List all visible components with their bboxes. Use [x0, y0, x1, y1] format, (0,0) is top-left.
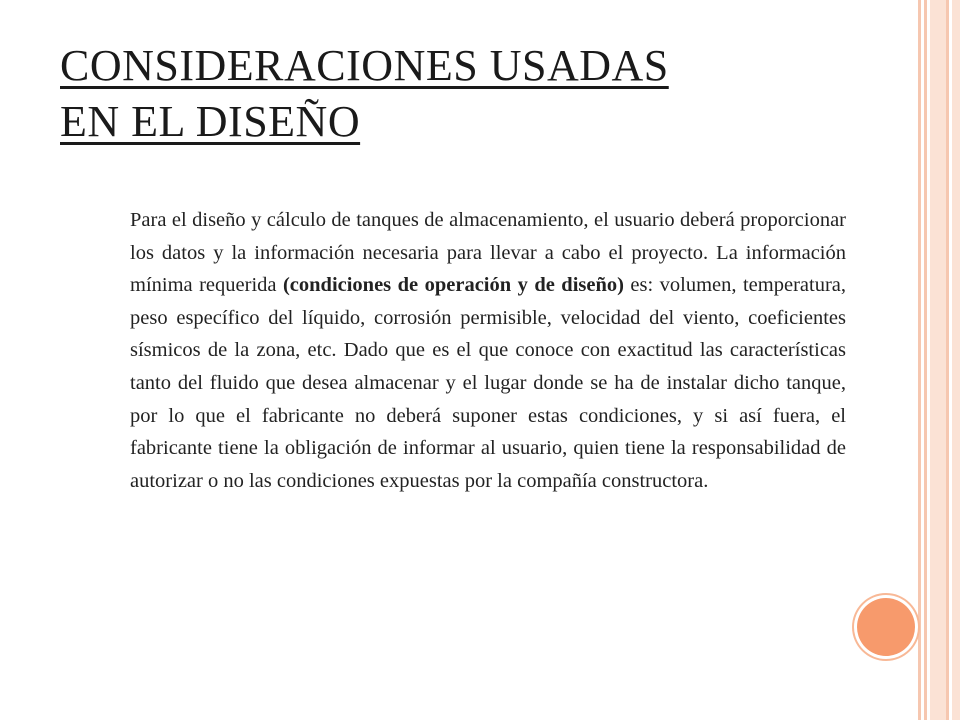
- body-paragraph: [130, 204, 846, 497]
- decorative-stripe: [924, 0, 927, 720]
- decorative-stripe: [918, 0, 921, 720]
- slide-title-line-1: CONSIDERACIONES USADAS: [60, 41, 669, 90]
- paragraph-bold-text: (condiciones de operación y de diseño): [282, 274, 624, 297]
- decorative-stripe: [952, 0, 960, 720]
- decorative-stripe: [946, 0, 949, 720]
- slide-title: [60, 38, 860, 150]
- paragraph-text-end: es: volumen, temperatura, peso específico del líquido, corrosión permisible, velocidad del viento, coeficientes sísmicos de la zona, etc. Dado que es el que conoce con exactitud las características tanto del fluido que desea almacenar y el lugar donde se ha de instalar dicho tanque, por lo que el fabricante no deberá suponer estas condiciones, y si así fuera, el fabricante tiene la obligación de informar al usuario, quien tiene la responsabilidad de autorizar o no las condiciones expuestas por la compañía constructora.: [130, 274, 846, 492]
- decorative-circle: [857, 598, 915, 656]
- slide-title-line-2: EN EL DISEÑO: [60, 97, 361, 146]
- decorative-stripe: [930, 0, 946, 720]
- paragraph-text-start: Para el diseño y cálculo de tanques de almacenamiento, el usuario deberá proporcionar los datos y la información necesaria para llevar a cabo el proyecto. La información mínima requerida: [130, 209, 846, 297]
